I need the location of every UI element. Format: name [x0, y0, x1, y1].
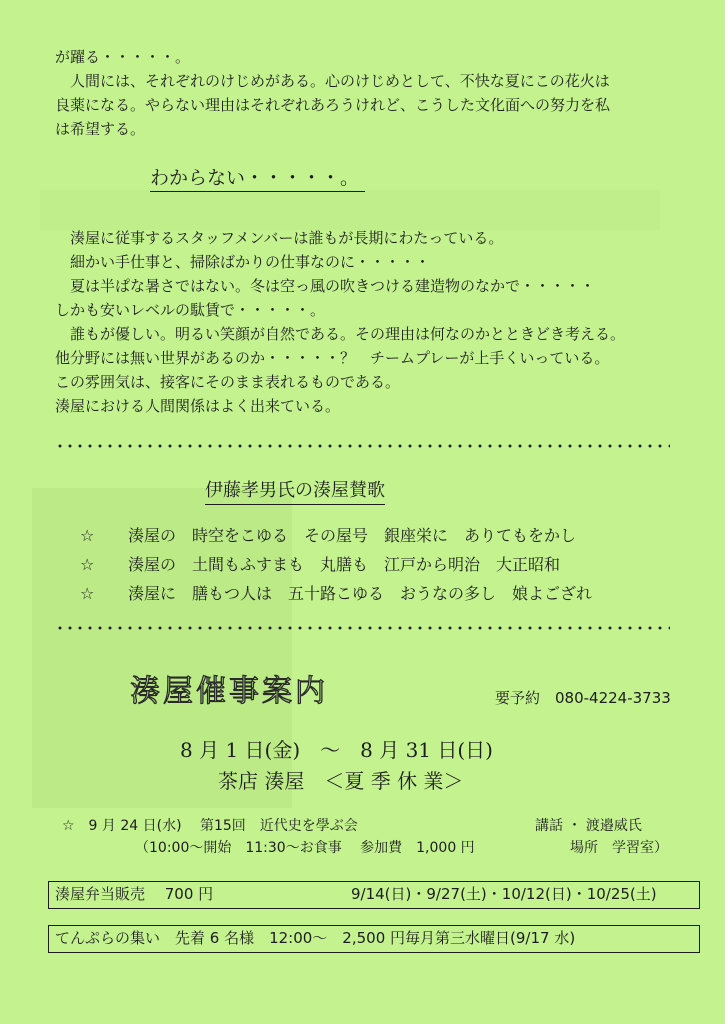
- star-icon: ☆: [80, 584, 95, 603]
- poem-text: 湊屋の 時空をこゆる その屋号 銀座栄に ありてもをかし: [128, 526, 577, 545]
- reservation-phone: 要予約 080-4224-3733: [495, 689, 671, 707]
- lecture-location: 場所 学習室）: [570, 840, 668, 856]
- poem-text: 湊屋に 膳もつ人は 五十路こゆる おうなの多し 娘よござれ: [128, 584, 593, 603]
- bento-dates: 9/14(日)・9/27(土)・10/12(日)・10/25(土): [351, 885, 657, 903]
- closure-period: 8 月 1 日(金) ～ 8 月 31 日(日): [180, 738, 493, 762]
- paragraph-line: 湊屋における人間関係はよく出来ている。: [55, 397, 341, 415]
- star-icon: ☆: [80, 555, 95, 574]
- poem-text: 湊屋の 土間もふすまも 丸膳も 江戸から明治 大正昭和: [128, 555, 561, 574]
- paragraph-line: 誰もが優しい。明るい笑顔が自然である。その理由は何なのかとときどき考える。: [70, 325, 626, 343]
- lecture-info: ☆ 9 月 24 日(水) 第15回 近代史を學ぶ会: [62, 818, 358, 834]
- tanka-poem: [80, 553, 560, 577]
- dotted-divider: [55, 626, 670, 630]
- paragraph-line: 湊屋に従事するスタッフメンバーは誰もが長期にわたっている。: [70, 229, 504, 247]
- bento-sale-box: [48, 881, 700, 909]
- intro-line-1: が躍る・・・・・。: [55, 48, 191, 66]
- intro-line-4: は希望する。: [55, 120, 146, 138]
- intro-line-3: 良薬になる。やらない理由はそれぞれあろうけれど、こうした文化面への努力を私: [55, 96, 611, 114]
- tanka-poem: [80, 582, 592, 606]
- intro-line-2: 人間には、それぞれのけじめがある。心のけじめとして、不快な夏にこの花火は: [70, 72, 610, 90]
- bento-label: 湊屋弁当販売 700 円: [55, 885, 214, 903]
- star-icon: ☆: [80, 526, 95, 545]
- paragraph-line: 夏は半ぱな暑さではない。冬は空っ風の吹きつける建造物のなかで・・・・・: [70, 277, 596, 295]
- tempura-box: [48, 925, 700, 953]
- paragraph-line: しかも安いレベルの駄賃で・・・・・。: [55, 301, 326, 319]
- tanka-poem: [80, 524, 576, 548]
- bleed-through-box: [40, 190, 660, 230]
- paragraph-line: 他分野には無い世界があるのか・・・・・？ チームプレーが上手くいっている。: [55, 349, 610, 367]
- dotted-divider: [55, 444, 670, 448]
- paragraph-line: この雰囲気は、接客にそのまま表れるものである。: [55, 373, 401, 391]
- tempura-text: てんぷらの集い 先着 6 名様 12:00～ 2,500 円毎月第三水曜日(9/17 水): [55, 929, 576, 947]
- cafe-closure-notice: 茶店 湊屋 ＜夏 季 休 業＞: [218, 769, 464, 793]
- events-title: 湊屋催事案内: [130, 674, 328, 709]
- section-heading-wakaranai: わからない・・・・・。: [150, 165, 365, 192]
- paragraph-line: 細かい手仕事と、掃除ばかりの仕事なのに・・・・・: [70, 253, 431, 271]
- tanka-section-title: 伊藤孝男氏の湊屋賛歌: [205, 478, 385, 505]
- lecture-schedule: （10:00～開始 11:30～お食事 参加費 1,000 円: [135, 840, 475, 856]
- lecture-speaker: 講話 ・ 渡邉威氏: [535, 818, 642, 834]
